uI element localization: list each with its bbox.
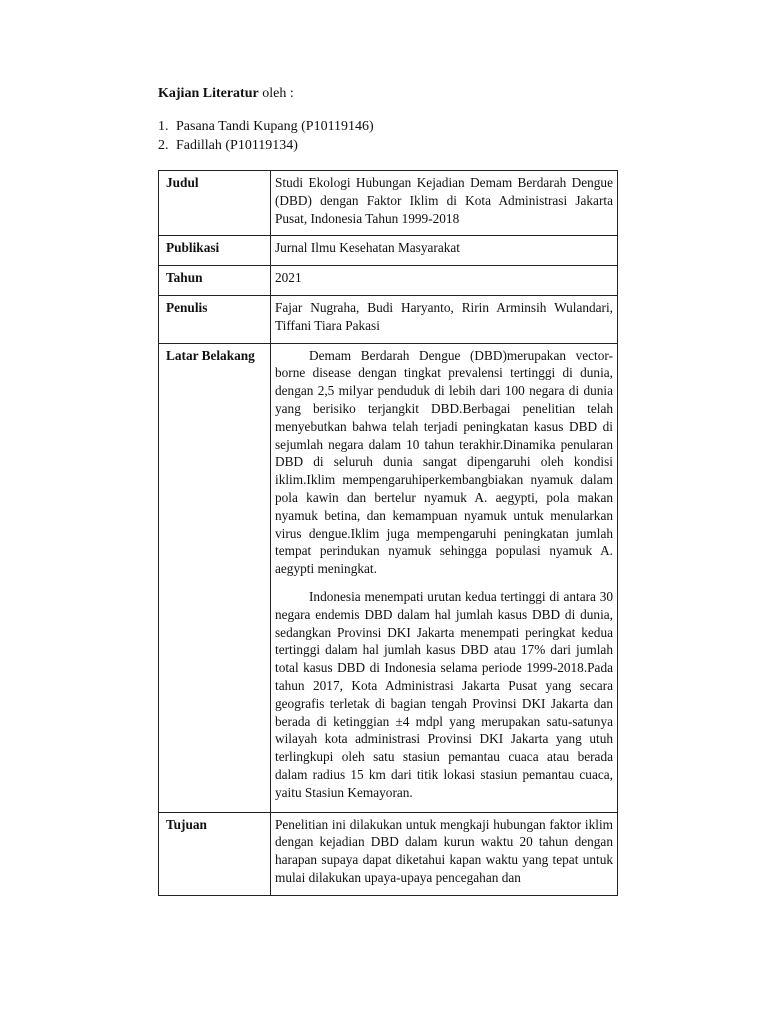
label-tujuan: Tujuan <box>159 812 271 895</box>
label-tahun: Tahun <box>159 266 271 296</box>
value-tujuan: Penelitian ini dilakukan untuk mengkaji hubungan faktor iklim dengan kejadian DBD dalam kurun waktu 20 tahun dengan harapan supaya dapat diketahui kapan waktu yang tepat untuk mulai dilakukan upaya-upaya pencegahan dan <box>271 812 618 895</box>
label-judul: Judul <box>159 171 271 236</box>
row-penulis <box>159 295 618 343</box>
author-number: 1. <box>158 119 169 134</box>
value-judul: Studi Ekologi Hubungan Kejadian Demam Berdarah Dengue (DBD) dengan Faktor Iklim di Kota Administrasi Jakarta Pusat, Indonesia Tahun 1999-2018 <box>271 171 618 236</box>
value-penulis: Fajar Nugraha, Budi Haryanto, Ririn Arminsih Wulandari, Tiffani Tiara Pakasi <box>271 295 618 343</box>
document-heading <box>158 85 294 103</box>
heading-rest: oleh : <box>258 86 294 101</box>
literature-table <box>158 170 618 896</box>
row-tujuan <box>159 812 618 895</box>
row-publikasi <box>159 236 618 266</box>
author-item <box>158 117 374 136</box>
author-name: Pasana Tandi Kupang (P10119146) <box>176 119 374 134</box>
author-number: 2. <box>158 138 169 153</box>
latar-paragraph-2: Indonesia menempati urutan kedua tertinggi di antara 30 negara endemis DBD dalam hal jumlah kasus DBD di dunia, sedangkan Provinsi DKI Jakarta menempati peringkat kedua tertinggi dalam hal jumlah kasus DBD atau 17% dari jumlah total kasus DBD di Indonesia selama periode 1999-2018.Pada tahun 2017, Kota Administrasi Jakarta Pusat yang secara geografis terletak di bagian tengah Provinsi DKI Jakarta dan berada di ketinggian ±4 mdpl yang merupakan satu-satunya wilayah kota administrasi Provinsi DKI Jakarta yang utuh terlingkupi oleh satu stasiun pemantau cuaca atau berada dalam radius 15 km dari titik lokasi stasiun pemantau cuaca, yaitu Stasiun Kemayoran. <box>275 588 613 800</box>
label-latar-belakang: Latar Belakang <box>159 343 271 812</box>
label-publikasi: Publikasi <box>159 236 271 266</box>
row-latar-belakang <box>159 343 618 812</box>
value-tahun: 2021 <box>271 266 618 296</box>
value-publikasi: Jurnal Ilmu Kesehatan Masyarakat <box>271 236 618 266</box>
row-tahun <box>159 266 618 296</box>
author-name: Fadillah (P10119134) <box>176 138 298 153</box>
author-list <box>158 117 374 155</box>
label-penulis: Penulis <box>159 295 271 343</box>
latar-paragraph-1: Demam Berdarah Dengue (DBD)merupakan vector-borne disease dengan tingkat prevalensi tertinggi di dunia, dengan 2,5 milyar penduduk di lebih dari 100 negara di dunia yang berisiko terjangkit DBD.Berbagai penelitian telah menyebutkan bahwa telah terjadi peningkatan kasus DBD di sejumlah negara dalam 10 tahun terakhir.Dinamika penularan DBD di seluruh dunia sangat dipengaruhi oleh kondisi iklim.Iklim mempengaruhiperkembangbiakan nyamuk dalam pola kawin dan bertelur nyamuk A. aegypti, pola makan nyamuk betina, dan kemampuan nyamuk untuk menularkan virus dengue.Iklim juga mempengaruhi peningkatan jumlah tempat perindukan nyamuk sehingga populasi nyamuk A. aegypti meningkat. <box>275 347 613 577</box>
row-judul <box>159 171 618 236</box>
author-item <box>158 136 374 155</box>
value-latar-belakang <box>271 343 618 812</box>
heading-bold: Kajian Literatur <box>158 86 259 101</box>
